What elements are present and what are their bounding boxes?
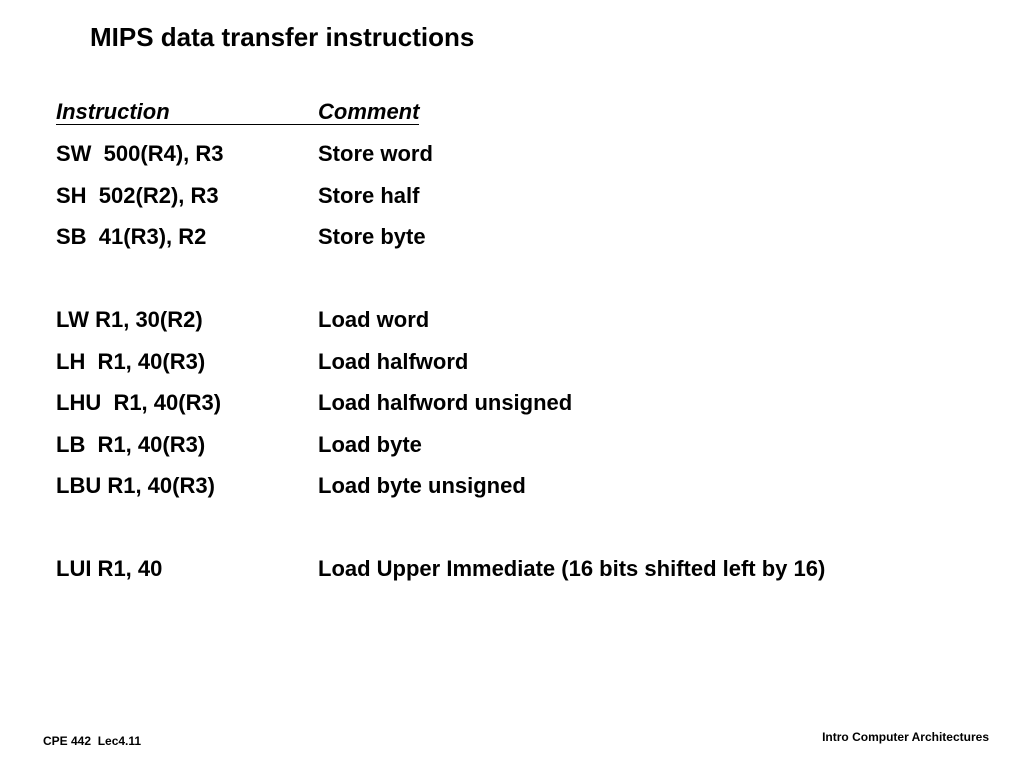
header-comment: Comment xyxy=(318,99,420,124)
comment-cell: Load word xyxy=(318,307,430,332)
comment-cell: Load byte unsigned xyxy=(318,473,526,498)
instruction-cell: LHU R1, 40(R3) xyxy=(56,390,222,415)
footer-course-label: CPE 442 Lec4.11 xyxy=(43,734,142,748)
instruction-cell: SW 500(R4), R3 xyxy=(56,141,224,166)
comment-cell: Load halfword xyxy=(318,348,469,374)
table-row xyxy=(56,385,996,427)
table-header xyxy=(56,94,996,136)
comment-cell: Load halfword unsigned xyxy=(318,390,573,415)
comment-cell: Store half xyxy=(318,182,420,208)
instruction-cell: LUI R1, 40 xyxy=(56,556,163,581)
instruction-cell: LW R1, 30(R2) xyxy=(56,307,203,332)
table-row xyxy=(56,551,996,593)
instruction-table xyxy=(56,94,996,593)
comment-cell: Load byte xyxy=(318,431,422,457)
comment-cell: Store word xyxy=(318,141,433,166)
footer-course-title: Intro Computer Architectures xyxy=(822,730,989,744)
comment-cell: Load Upper Immediate (16 bits shifted left by 16) xyxy=(318,556,826,581)
table-row xyxy=(56,302,996,344)
instruction-cell: LBU R1, 40(R3) xyxy=(56,473,215,498)
instruction-cell: LH R1, 40(R3) xyxy=(56,348,206,374)
comment-cell: Store byte xyxy=(318,224,426,249)
slide-title: MIPS data transfer instructions xyxy=(90,22,475,52)
header-instruction: Instruction xyxy=(56,100,318,125)
instruction-cell: LB R1, 40(R3) xyxy=(56,431,206,457)
table-row xyxy=(56,178,996,220)
instruction-cell: SH 502(R2), R3 xyxy=(56,182,219,208)
table-spacer-row xyxy=(56,261,996,303)
table-row xyxy=(56,427,996,469)
table-row xyxy=(56,468,996,510)
table-row xyxy=(56,219,996,261)
table-row xyxy=(56,136,996,178)
table-row xyxy=(56,344,996,386)
instruction-cell: SB 41(R3), R2 xyxy=(56,224,207,249)
table-spacer-row xyxy=(56,510,996,552)
